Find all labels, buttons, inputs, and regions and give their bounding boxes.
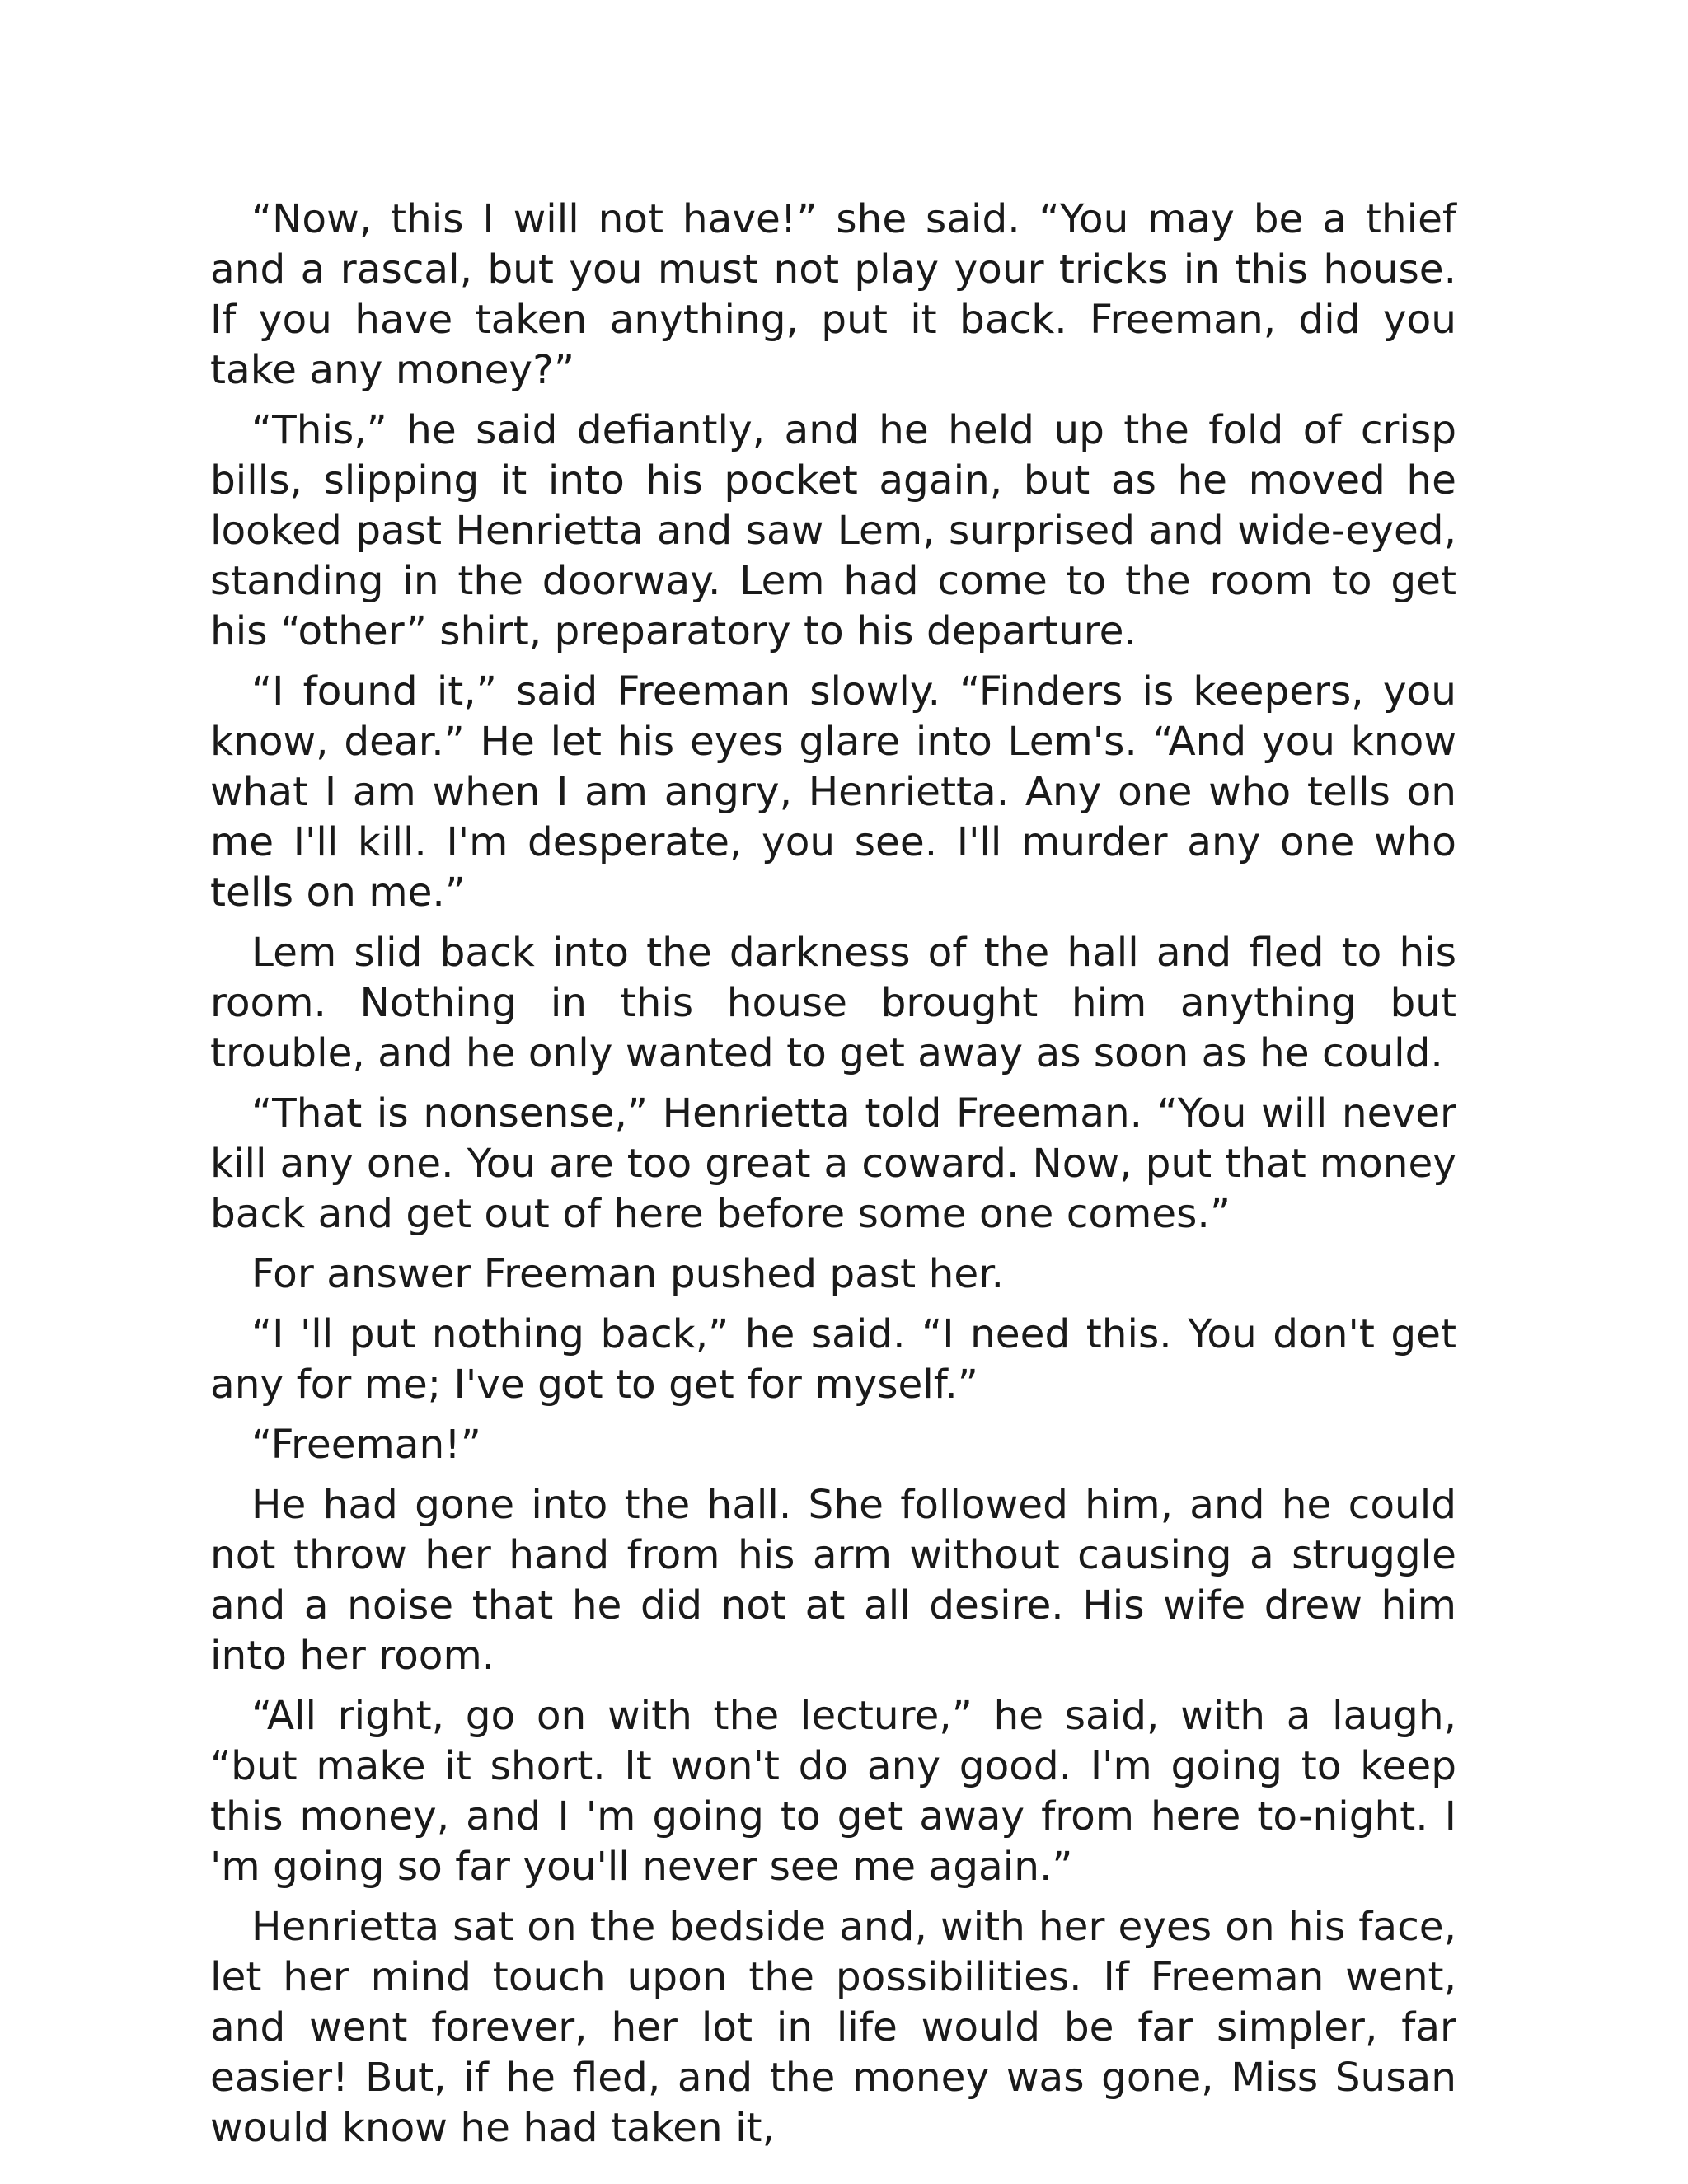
- body-text: [210, 194, 1456, 2163]
- paragraph-8: “Freeman!”: [251, 1422, 481, 1468]
- paragraph-4: Lem slid back into the darkness of the hall and fled to his room. Nothing in this house brought him anything but trouble, and he only wanted to get away as soon as he could.: [210, 930, 1456, 1076]
- paragraph-6: For answer Freeman pushed past her.: [251, 1251, 1005, 1297]
- paragraph-10: “All right, go on with the lecture,” he said, with a laugh, “but make it short. It won't do any good. I'm going to keep this money, and I 'm going to get away from here to-night. I 'm going so far you'll never see me again.”: [210, 1693, 1456, 1890]
- paragraph-11: Henrietta sat on the bedside and, with her eyes on his face, let her mind touch upon the possibilities. If Freeman went, and went forever, her lot in life would be far simpler, far easier! But, if he fled, and the money was gone, Miss Susan would know he had taken it,: [210, 1904, 1456, 2151]
- paragraph-7: “I 'll put nothing back,” he said. “I need this. You don't get any for me; I've got to get for myself.”: [210, 1311, 1456, 1408]
- paragraph-5: “That is nonsense,” Henrietta told Freeman. “You will never kill any one. You are too great a coward. Now, put that money back and get out of here before some one comes.”: [210, 1090, 1456, 1237]
- paragraph-3: “I found it,” said Freeman slowly. “Finders is keepers, you know, dear.” He let his eyes glare into Lem's. “And you know what I am when I am angry, Henrietta. Any one who tells on me I'll kill. I'm desperate, you see. I'll murder any one who tells on me.”: [210, 668, 1456, 916]
- paragraph-1: “Now, this I will not have!” she said. “You may be a thief and a rascal, but you must not play your tricks in this house. If you have taken anything, put it back. Freeman, did you take any money?”: [210, 196, 1456, 393]
- paragraph-2: “This,” he said defiantly, and he held up the fold of crisp bills, slipping it into his pocket again, but as he moved he looked past Henrietta and saw Lem, surprised and wide-eyed, standing in the doorway. Lem had come to the room to get his “other” shirt, preparatory to his departure.: [210, 407, 1456, 654]
- paragraph-9: He had gone into the hall. She followed him, and he could not throw her hand from his arm without causing a struggle and a noise that he did not at all desire. His wife drew him into her room.: [210, 1482, 1456, 1679]
